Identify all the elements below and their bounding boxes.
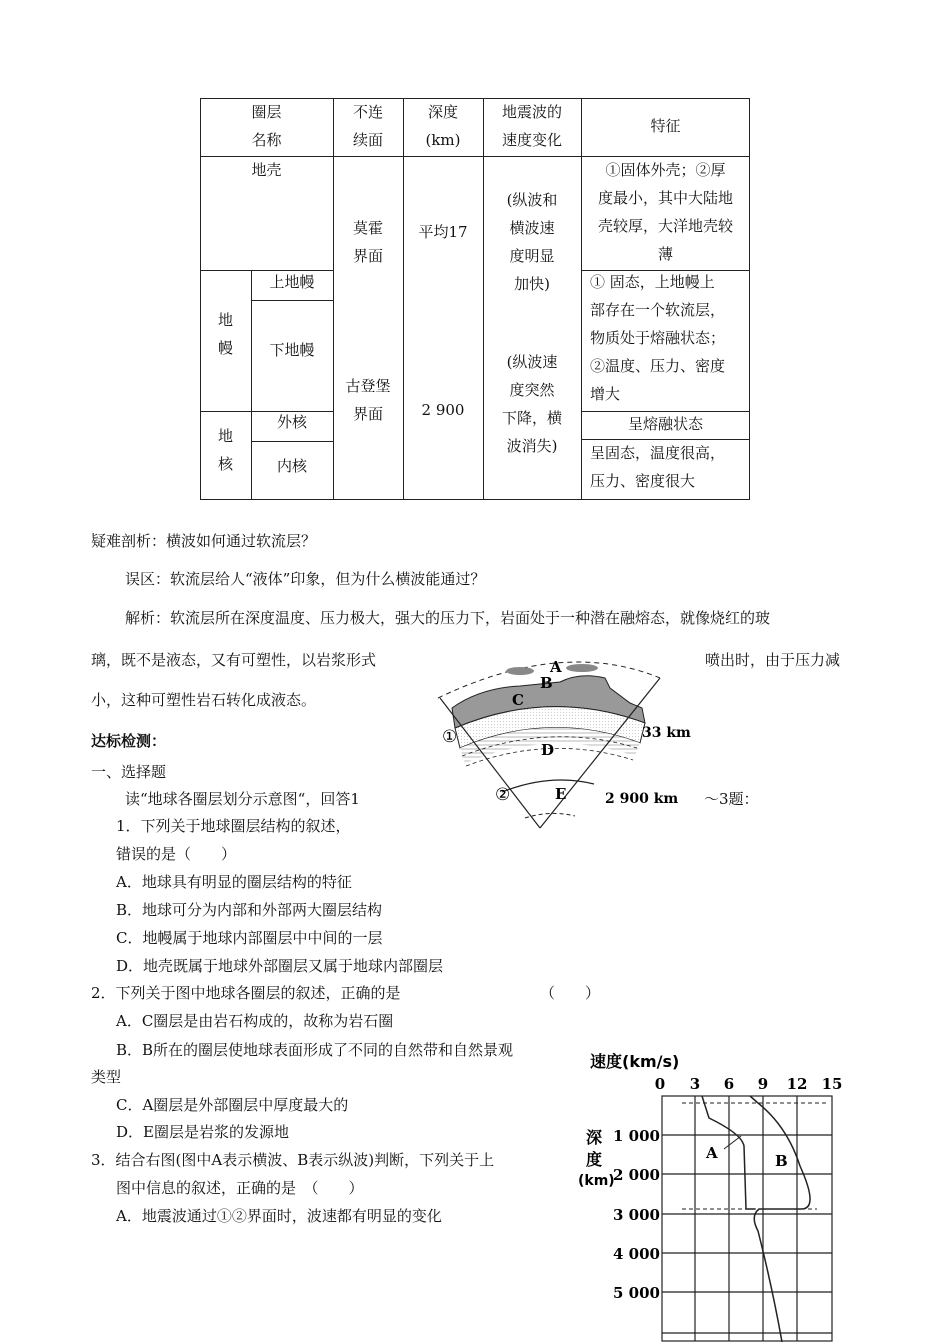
q1-stem-line2: 错误的是（ ） (116, 845, 237, 863)
label-b: B (540, 674, 553, 692)
moho-depth-label: 33 km (642, 725, 691, 741)
x-tick: 0 (654, 1075, 666, 1093)
label-c: C (512, 691, 524, 709)
y-tick: 3 000 (613, 1206, 660, 1224)
part-title: 一、选择题 (91, 763, 167, 781)
intro-text-end: ～3题： (704, 790, 759, 808)
intro-text: 读“地球各圈层划分示意图“，回答1 (125, 790, 360, 808)
core-group: 地 核 (217, 427, 233, 473)
y-tick: 2 000 (613, 1166, 660, 1184)
x-tick: 3 (689, 1075, 701, 1093)
chart-grid (662, 1096, 832, 1341)
outer-core: 外核 (276, 413, 307, 431)
x-tick: 9 (757, 1075, 769, 1093)
analysis-explanation-line2a: 璃，既不是液态，又有可塑性，以岩浆形式 (91, 651, 377, 669)
header-features: 特征 (650, 117, 681, 135)
q1-stem-line1: 1．下列关于地球圈层结构的叙述， (116, 817, 351, 835)
y-label: (km) (578, 1173, 615, 1189)
cloud-shape (566, 664, 598, 672)
lower-mantle: 下地幔 (269, 341, 315, 359)
crust-name: 地壳 (251, 161, 282, 179)
earth-layers-sector-diagram (430, 648, 700, 830)
header-discontinuity: 不连 续面 (352, 103, 383, 149)
q3-option-a[interactable]: A．地震波通过①②界面时，波速都有明显的变化 (116, 1207, 442, 1225)
outer-core-features: 呈熔融状态 (627, 415, 703, 433)
chart-title: 速度(km/s) (590, 1052, 680, 1071)
analysis-misconception: 误区：软流层给人“液体”印象，但为什么横波能通过？ (125, 570, 486, 588)
analysis-explanation-line3: 小，这种可塑性岩石转化成液态。 (91, 691, 317, 709)
y-label: 度 (586, 1150, 603, 1169)
header-wave-change: 地震波的 速度变化 (501, 103, 562, 149)
series-b-label: B (775, 1152, 788, 1170)
q1-option-d[interactable]: D．地壳既属于地球外部圈层又属于地球内部圈层 (116, 957, 444, 975)
label-a: A (550, 658, 562, 676)
q2-option-b-line1[interactable]: B．B所在的圈层使地球表面形成了不同的自然带和自然景观 (116, 1041, 514, 1059)
q2-answer-paren: （ ） (540, 984, 601, 1002)
q1-option-b[interactable]: B．地球可分为内部和外部两大圈层结构 (116, 901, 383, 919)
moho-name: 莫霍 界面 (352, 219, 383, 265)
header-layer-name: 圈层 名称 (251, 103, 282, 149)
analysis-explanation-line1: 解析：软流层所在深度温度、压力极大，强大的压力下，岩面处于一种潜在融熔态，就像烧红的玻 (125, 609, 771, 627)
q3-stem-line2: 图中信息的叙述，正确的是 （ ） (116, 1179, 364, 1197)
y-tick: 5 000 (613, 1284, 660, 1302)
earth-layer-table (200, 98, 750, 500)
q3-stem-line1: 3．结合右图(图中A表示横波、B表示纵波)判断，下列关于上 (91, 1151, 495, 1169)
analysis-title: 疑难剖析：横波如何通过软流层？ (91, 532, 317, 550)
gutenberg-depth-label: 2 900 km (605, 791, 679, 807)
interface-1-marker: ① (442, 727, 458, 747)
cloud-shape (506, 667, 534, 675)
interface-2-marker: ② (495, 785, 511, 805)
series-a-label: A (706, 1144, 718, 1162)
moho-wave: (纵波和 横波速 度明显 加快) (506, 191, 558, 293)
series-b-curve (750, 1096, 810, 1342)
section-title: 达标检测： (91, 732, 167, 750)
mantle-group: 地 幔 (217, 311, 233, 357)
label-e: E (555, 785, 567, 803)
crust-features: ①固体外壳；②厚 度最小，其中大陆地 壳较厚，大洋地壳较 薄 (597, 161, 733, 263)
y-tick: 4 000 (613, 1245, 660, 1263)
q2-option-c[interactable]: C．A圈层是外部圈层中厚度最大的 (116, 1096, 349, 1114)
x-tick: 12 (786, 1075, 808, 1093)
gutenberg-depth: 2 900 (421, 401, 465, 419)
y-label: 深 (586, 1128, 603, 1147)
q2-stem: 2．下列关于图中地球各圈层的叙述，正确的是 (91, 984, 401, 1002)
gutenberg-line (502, 780, 594, 792)
series-a-pointer (724, 1136, 741, 1149)
gutenberg-wave: (纵波速 度突然 下降，横 波消失) (501, 353, 562, 455)
analysis-explanation-line2b: 喷出时，由于压力减 (705, 651, 841, 669)
upper-mantle: 上地幔 (269, 273, 315, 291)
moho-depth: 平均17 (418, 223, 468, 241)
mantle-features: ① 固态，上地幔上 部存在一个软流层， 物质处于熔融状态； ②温度、压力、密度 增大 (590, 273, 726, 403)
label-d: D (541, 741, 555, 759)
seismic-velocity-chart (572, 1046, 862, 1344)
q2-option-d[interactable]: D．E圈层是岩浆的发源地 (116, 1123, 289, 1141)
gutenberg-name: 古登堡 界面 (345, 377, 391, 423)
q2-option-b-line2: 类型 (91, 1068, 122, 1086)
q1-option-c[interactable]: C．地幔属于地球内部圈层中中间的一层 (116, 929, 383, 947)
inner-core: 内核 (276, 457, 307, 475)
q2-option-a[interactable]: A．C圈层是由岩石构成的，故称为岩石圈 (116, 1012, 394, 1030)
x-tick: 15 (821, 1075, 843, 1093)
q1-option-a[interactable]: A．地球具有明显的圈层结构的特征 (116, 873, 352, 891)
y-tick: 1 000 (613, 1127, 660, 1145)
inner-core-features: 呈固态，温度很高， 压力、密度很大 (590, 444, 726, 490)
header-depth: 深度 (km) (425, 103, 461, 149)
x-tick: 6 (723, 1075, 735, 1093)
